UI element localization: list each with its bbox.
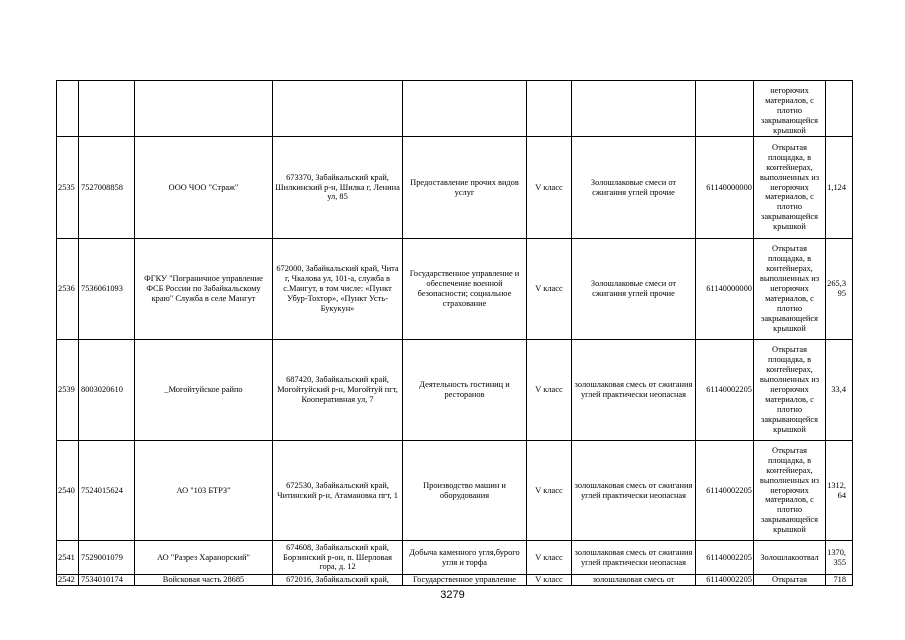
table-row bbox=[57, 81, 853, 137]
cell-waste bbox=[572, 81, 696, 137]
cell-name: ООО ЧОО "Страж" bbox=[135, 137, 273, 239]
cell-waste: Золошлаковые смеси от сжигания углей прочие bbox=[572, 239, 696, 340]
cell-qty bbox=[826, 81, 853, 137]
cell-num bbox=[57, 81, 79, 137]
cell-inn: 8003020610 bbox=[79, 340, 135, 441]
cell-qty: 1370,355 bbox=[826, 541, 853, 575]
cell-hazard: V класс bbox=[527, 137, 572, 239]
cell-name: АО "103 БТРЗ" bbox=[135, 441, 273, 541]
cell-waste: золошлаковая смесь от bbox=[572, 575, 696, 586]
table-row bbox=[57, 541, 853, 575]
cell-address: 672016, Забайкальский край, bbox=[273, 575, 403, 586]
cell-storage: Золошлакоотвал bbox=[754, 541, 826, 575]
table-row bbox=[57, 340, 853, 441]
cell-inn: 7529001079 bbox=[79, 541, 135, 575]
cell-address: 672530, Забайкальский край, Читинский р-н, Атамановка пгт, 1 bbox=[273, 441, 403, 541]
cell-address: 672000, Забайкальский край, Чита г, Чкалова ул, 101-а, служба в с.Мангут, в том числе: «Пункт Убур-Тохтор», «Пункт Усть-Букукун» bbox=[273, 239, 403, 340]
cell-address: 687420, Забайкальский край, Могойтуйский р-н, Могойтуй пгт, Кооперативная ул, 7 bbox=[273, 340, 403, 441]
cell-activity: Деятельность гостиниц и ресторанов bbox=[403, 340, 527, 441]
cell-num: 2541 bbox=[57, 541, 79, 575]
cell-hazard bbox=[527, 81, 572, 137]
cell-num: 2542 bbox=[57, 575, 79, 586]
cell-code: 61140000000 bbox=[696, 137, 754, 239]
cell-code: 61140002205 bbox=[696, 340, 754, 441]
cell-hazard: V класс bbox=[527, 441, 572, 541]
table-row bbox=[57, 239, 853, 340]
cell-inn bbox=[79, 81, 135, 137]
cell-inn: 7527008858 bbox=[79, 137, 135, 239]
waste-registry-table bbox=[56, 80, 853, 586]
cell-code: 61140002205 bbox=[696, 575, 754, 586]
cell-name bbox=[135, 81, 273, 137]
cell-qty: 1312,64 bbox=[826, 441, 853, 541]
cell-name: Войсковая часть 28685 bbox=[135, 575, 273, 586]
cell-waste: золошлаковая смесь от сжигания углей практически неопасная bbox=[572, 340, 696, 441]
cell-hazard: V класс bbox=[527, 340, 572, 441]
cell-storage: Открытая площадка, в контейнерах, выполненных из негорючих материалов, с плотно закрывающейся крышкой bbox=[754, 441, 826, 541]
cell-num: 2535 bbox=[57, 137, 79, 239]
cell-storage: Открытая площадка, в контейнерах, выполненных из негорючих материалов, с плотно закрывающейся крышкой bbox=[754, 137, 826, 239]
cell-name: АО "Разрез Харанорский" bbox=[135, 541, 273, 575]
cell-activity: Предоставление прочих видов услуг bbox=[403, 137, 527, 239]
cell-storage: Открытая площадка, в контейнерах, выполненных из негорючих материалов, с плотно закрывающейся крышкой bbox=[754, 340, 826, 441]
cell-hazard: V класс bbox=[527, 541, 572, 575]
table-row bbox=[57, 575, 853, 586]
cell-name: _Могойтуйское райпо bbox=[135, 340, 273, 441]
cell-address bbox=[273, 81, 403, 137]
cell-address: 673370, Забайкальский край, Шилкинский р-н, Шилка г, Ленина ул, 85 bbox=[273, 137, 403, 239]
cell-storage: негорючих материалов, с плотно закрывающейся крышкой bbox=[754, 81, 826, 137]
cell-num: 2536 bbox=[57, 239, 79, 340]
table-row bbox=[57, 137, 853, 239]
cell-storage: Открытая bbox=[754, 575, 826, 586]
cell-qty: 265,395 bbox=[826, 239, 853, 340]
cell-waste: золошлаковая смесь от сжигания углей практически неопасная bbox=[572, 441, 696, 541]
cell-code: 61140002205 bbox=[696, 541, 754, 575]
cell-code: 61140002205 bbox=[696, 441, 754, 541]
cell-qty: 33,4 bbox=[826, 340, 853, 441]
page-number: 3279 bbox=[440, 589, 465, 601]
cell-activity: Государственное управление и обеспечение военной безопасности; социальное страхование bbox=[403, 239, 527, 340]
cell-inn: 7524015624 bbox=[79, 441, 135, 541]
cell-code bbox=[696, 81, 754, 137]
cell-activity: Производство машин и оборудования bbox=[403, 441, 527, 541]
cell-activity: Добыча каменного угля,бурого угля и торфа bbox=[403, 541, 527, 575]
cell-activity bbox=[403, 81, 527, 137]
cell-waste: Золошлаковые смеси от сжигания углей прочие bbox=[572, 137, 696, 239]
table-row bbox=[57, 441, 853, 541]
cell-hazard: V класс bbox=[527, 239, 572, 340]
cell-hazard: V класс bbox=[527, 575, 572, 586]
cell-waste: золошлаковая смесь от сжигания углей практически неопасная bbox=[572, 541, 696, 575]
cell-code: 61140000000 bbox=[696, 239, 754, 340]
cell-num: 2539 bbox=[57, 340, 79, 441]
cell-num: 2540 bbox=[57, 441, 79, 541]
cell-inn: 7534010174 bbox=[79, 575, 135, 586]
cell-qty: 1,124 bbox=[826, 137, 853, 239]
cell-address: 674608, Забайкальский край, Борзинский р-он, п. Шерловая гора, д. 12 bbox=[273, 541, 403, 575]
cell-activity: Государственное управление bbox=[403, 575, 527, 586]
cell-name: ФГКУ "Пограничное управление ФСБ России по Забайкальскому краю" Служба в селе Мангут bbox=[135, 239, 273, 340]
cell-storage: Открытая площадка, в контейнерах, выполненных из негорючих материалов, с плотно закрывающейся крышкой bbox=[754, 239, 826, 340]
cell-inn: 7536061093 bbox=[79, 239, 135, 340]
cell-qty: 718 bbox=[826, 575, 853, 586]
